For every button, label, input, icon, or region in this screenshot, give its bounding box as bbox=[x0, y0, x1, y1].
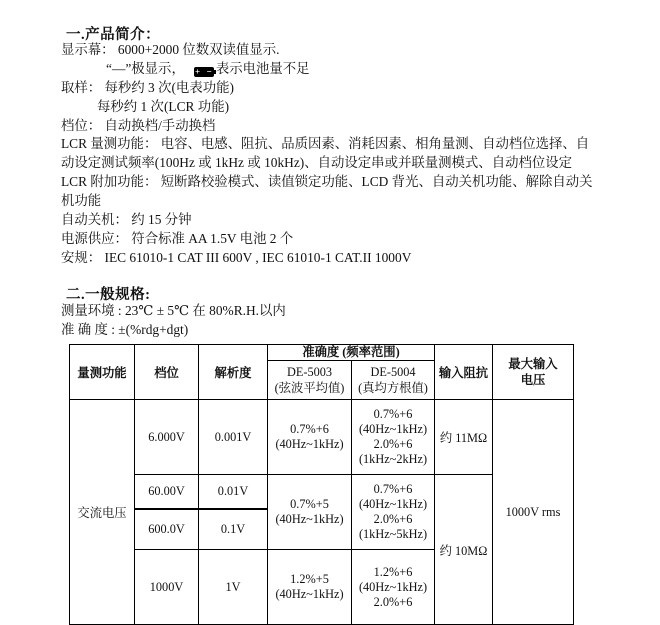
acc-value: 0.7%+5 bbox=[290, 497, 329, 511]
acc-value: 2.0%+6 bbox=[373, 437, 413, 451]
battery-note-line bbox=[61, 60, 593, 79]
lcr-extra-line-1: LCR 附加功能： 短断路校验模式、读值锁定功能、LCD 背光、自动关机功能、解除自动关 bbox=[61, 174, 593, 190]
environment-line: 测量环境 : 23℃ ± 5℃ 在 80%R.H.以内 bbox=[61, 303, 286, 318]
lcr-functions-line-1: LCR 量测功能： 电容、电感、阻抗、品质因素、消耗因素、相角量测、自动档位选择、自 bbox=[61, 136, 590, 152]
section2-body bbox=[61, 302, 286, 340]
acc-freq: (1kHz~5kHz) bbox=[358, 527, 428, 541]
cell-resolution: 0.1V bbox=[199, 509, 268, 550]
section2-title: 二.一般规格: bbox=[66, 287, 151, 303]
safety-line: 安规： IEC 61010-1 CAT III 600V , IEC 61010-1 CAT.II 1000V bbox=[61, 249, 412, 265]
sampling-line-1: 取样： 每秒约 3 次(电表功能) bbox=[61, 79, 234, 95]
cell-range: 600.0V bbox=[135, 509, 199, 550]
acc-freq: (40Hz~1kHz) bbox=[358, 497, 428, 511]
section1-title: 一.产品简介： bbox=[66, 27, 161, 43]
cell-de5003-acc bbox=[268, 475, 352, 550]
cell-resolution: 1V bbox=[199, 550, 268, 625]
acc-value: 1.2%+5 bbox=[290, 572, 329, 586]
col-header-de5004 bbox=[352, 361, 435, 400]
section1-body bbox=[61, 41, 593, 268]
col-header-impedance: 输入阻抗 bbox=[435, 345, 493, 400]
cell-de5004-acc bbox=[352, 400, 435, 475]
lcr-functions-line-2: 动设定测试频率(100Hz 或 1kHz 或 10kHz)、自动设定串或并联量测模式、自动档位设定 bbox=[61, 155, 573, 171]
lcr-extra-line-2: 机功能 bbox=[61, 193, 102, 209]
col-header-range: 档位 bbox=[135, 345, 199, 400]
acc-value: 2.0%+6 bbox=[373, 512, 413, 526]
accuracy-note-line: 准 确 度 : ±(%rdg+dgt) bbox=[61, 321, 189, 337]
low-battery-icon bbox=[194, 67, 214, 77]
max-input-header-line2: 电压 bbox=[520, 373, 546, 387]
cell-range: 1000V bbox=[135, 550, 199, 625]
cell-de5003-acc bbox=[268, 550, 352, 625]
de5003-type: (弦波平均值) bbox=[274, 381, 345, 395]
cell-resolution: 0.01V bbox=[199, 475, 268, 509]
auto-off-line: 自动关机： 约 15 分钟 bbox=[61, 212, 192, 228]
acc-value: 1.2%+6 bbox=[373, 564, 413, 579]
cell-de5003-acc bbox=[268, 400, 352, 475]
acc-freq: (40Hz~1kHz) bbox=[275, 587, 344, 601]
cell-de5004-acc bbox=[352, 550, 435, 625]
acc-freq: (40Hz~1kHz) bbox=[358, 422, 428, 436]
cell-max-input: 1000V rms bbox=[493, 400, 574, 625]
cell-de5004-acc bbox=[352, 475, 435, 550]
sampling-line-2: 每秒约 1 次(LCR 功能) bbox=[97, 98, 230, 114]
cell-function-group: 交流电压 bbox=[70, 400, 135, 625]
range-mode-line: 档位： 自动换档/手动换档 bbox=[61, 117, 216, 133]
col-header-resolution: 解析度 bbox=[199, 345, 268, 400]
battery-note-post: 表示电池量不足 bbox=[215, 60, 310, 76]
acc-freq: (40Hz~1kHz) bbox=[275, 437, 344, 451]
col-header-max-input bbox=[493, 345, 574, 400]
acc-value: 0.7%+6 bbox=[373, 407, 413, 421]
col-header-de5003 bbox=[268, 361, 352, 400]
cell-range: 60.00V bbox=[135, 475, 199, 509]
cell-impedance: 约 11MΩ bbox=[435, 400, 493, 475]
col-header-accuracy: 准确度 (频率范围) bbox=[268, 345, 435, 361]
acc-freq: (1kHz~2kHz) bbox=[358, 452, 428, 466]
de5004-model: DE-5004 bbox=[370, 365, 416, 379]
acc-value: 0.7%+6 bbox=[290, 422, 329, 436]
acc-value: 2.0%+6 bbox=[373, 594, 413, 609]
cell-range: 6.000V bbox=[135, 400, 199, 475]
acc-value: 0.7%+6 bbox=[373, 482, 413, 496]
battery-note-pre: “—”极显示， bbox=[106, 60, 185, 76]
spec-table bbox=[69, 344, 574, 625]
max-input-header-line1: 最大输入 bbox=[508, 357, 558, 371]
de5004-type: (真均方根值) bbox=[358, 381, 428, 395]
de5003-model: DE-5003 bbox=[286, 365, 333, 379]
cell-resolution: 0.001V bbox=[199, 400, 268, 475]
acc-freq: (40Hz~1kHz) bbox=[275, 512, 344, 526]
cell-impedance: 约 10MΩ bbox=[435, 475, 493, 625]
acc-freq: (40Hz~1kHz) bbox=[358, 579, 428, 594]
col-header-function: 量测功能 bbox=[70, 345, 135, 400]
display-spec-line: 显示幕： 6000+2000 位数双读值显示. bbox=[61, 42, 280, 57]
table-row bbox=[70, 400, 574, 475]
power-supply-line: 电源供应： 符合标准 AA 1.5V 电池 2 个 bbox=[61, 230, 294, 246]
